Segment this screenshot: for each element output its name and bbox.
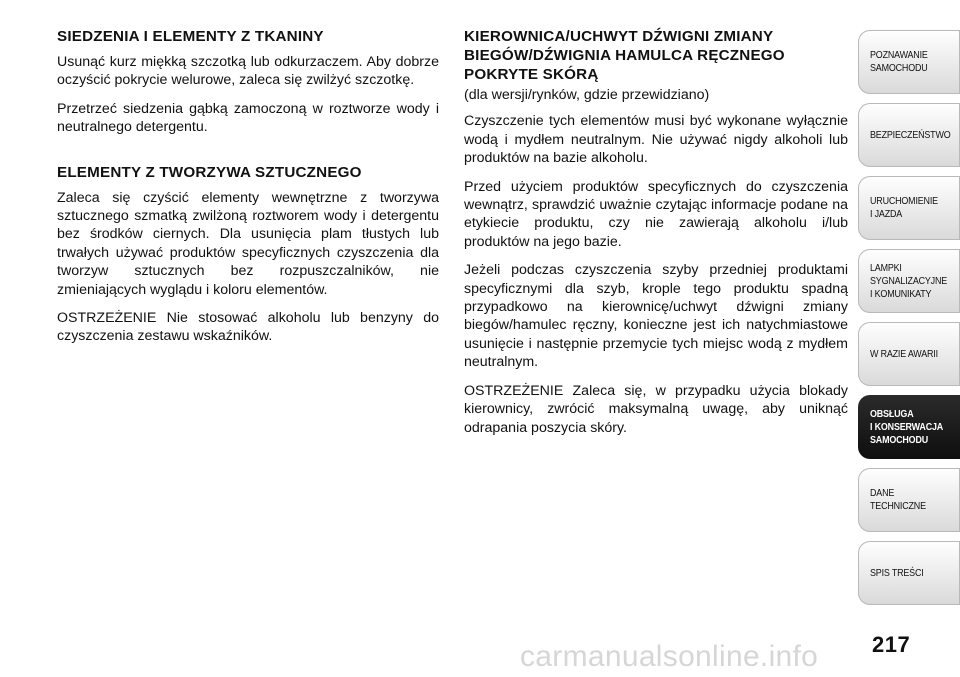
- tab-bezpieczenstwo[interactable]: [858, 103, 960, 167]
- chapter-tabs: [858, 30, 960, 614]
- paragraph: Zaleca się czyścić elementy wewnętrzne z tworzywa sztucznego szmatką zwilżoną roztworem wody i detergentu bez środków ciernych. Dla usunięcia plam tłustych lub trwałych używać produktów specyficznych czyszczenia dla tworzyw sztucznych bez rozpuszczalników, nie zmieniających wyglądu i koloru elementów.: [57, 189, 439, 298]
- paragraph: Przetrzeć siedzenia gąbką zamoczoną w roztworze wody i neutralnego detergentu.: [57, 100, 439, 136]
- left-column: [57, 27, 439, 356]
- tab-label: W RAZIE AWARII: [870, 348, 938, 360]
- warning-paragraph: OSTRZEŻENIE Nie stosować alkoholu lub benzyny do czyszczenia zestawu wskaźników.: [57, 310, 439, 345]
- tab-label: DANE TECHNICZNE: [870, 488, 926, 512]
- tab-uruchomienie-i-jazda[interactable]: [858, 176, 960, 240]
- tab-poznawanie-samochodu[interactable]: [858, 30, 960, 94]
- page-number: 217: [872, 632, 911, 657]
- section-heading-plastic-elements: ELEMENTY Z TWORZYWA SZTUCZNEGO: [57, 163, 362, 181]
- paragraph: Usunąć kurz miękką szczotką lub odkurzaczem. Aby dobrze oczyścić pokrycie welurowe, zaleca się zwilżyć szczotkę.: [57, 54, 439, 89]
- tab-dane-techniczne[interactable]: [858, 468, 960, 532]
- tab-lampki-sygnalizacyjne[interactable]: [858, 249, 960, 313]
- section-heading-leather: KIEROWNICA/UCHWYT DŹWIGNI ZMIANY BIEGÓW/DŹWIGNIA HAMULCA RĘCZNEGO POKRYTE SKÓRĄ: [464, 28, 785, 83]
- tab-w-razie-awarii[interactable]: [858, 322, 960, 386]
- paragraph: Przed użyciem produktów specyficznych do czyszczenia wewnątrz, sprawdzić uważnie czytając informacje podane na etykiecie produktu, czy nie zawierają alkoholu i/lub produktów na jego bazie.: [464, 178, 848, 250]
- paragraph: Czyszczenie tych elementów musi być wykonane wyłącznie wodą i mydłem neutralnym. Nie używać nigdy alkoholi lub produktów na bazie alkoholu.: [464, 113, 848, 167]
- section-subheading: (dla wersji/rynków, gdzie przewidziano): [464, 87, 710, 103]
- tab-label: URUCHOMIENIE I JAZDA: [870, 196, 938, 220]
- tab-label: SPIS TREŚCI: [870, 567, 924, 579]
- tab-label: OBSŁUGA I KONSERWACJA SAMOCHODU: [870, 408, 944, 446]
- tab-obsluga-i-konserwacja[interactable]: [858, 395, 960, 459]
- paragraph: Jeżeli podczas czyszczenia szyby przedniej produktami specyficznymi dla szyb, krople tego produktu spadną przypadkowo na kierownicę/uchwyt dźwigni zmiany biegów/hamulec ręczny, konieczne jest ich natychmiastowe usunięcie i następnie przemycie tych miejsc wodą z mydłem neutralnym.: [464, 262, 848, 371]
- warning-paragraph: OSTRZEŻENIE Zaleca się, w przypadku użycia blokady kierownicy, zwrócić maksymalną uwagę, aby uniknąć odrapania poszycia skóry.: [464, 382, 848, 436]
- tab-spis-tresci[interactable]: [858, 541, 960, 605]
- section-heading-fabric-seats: SIEDZENIA I ELEMENTY Z TKANINY: [57, 28, 324, 45]
- right-column: [464, 27, 848, 447]
- watermark: carmanualsonline.info: [520, 640, 819, 673]
- tab-label: BEZPIECZEŃSTWO: [870, 129, 951, 141]
- tab-label: POZNAWANIE SAMOCHODU: [870, 50, 928, 74]
- tab-label: LAMPKI SYGNALIZACYJNE I KOMUNIKATY: [870, 262, 948, 300]
